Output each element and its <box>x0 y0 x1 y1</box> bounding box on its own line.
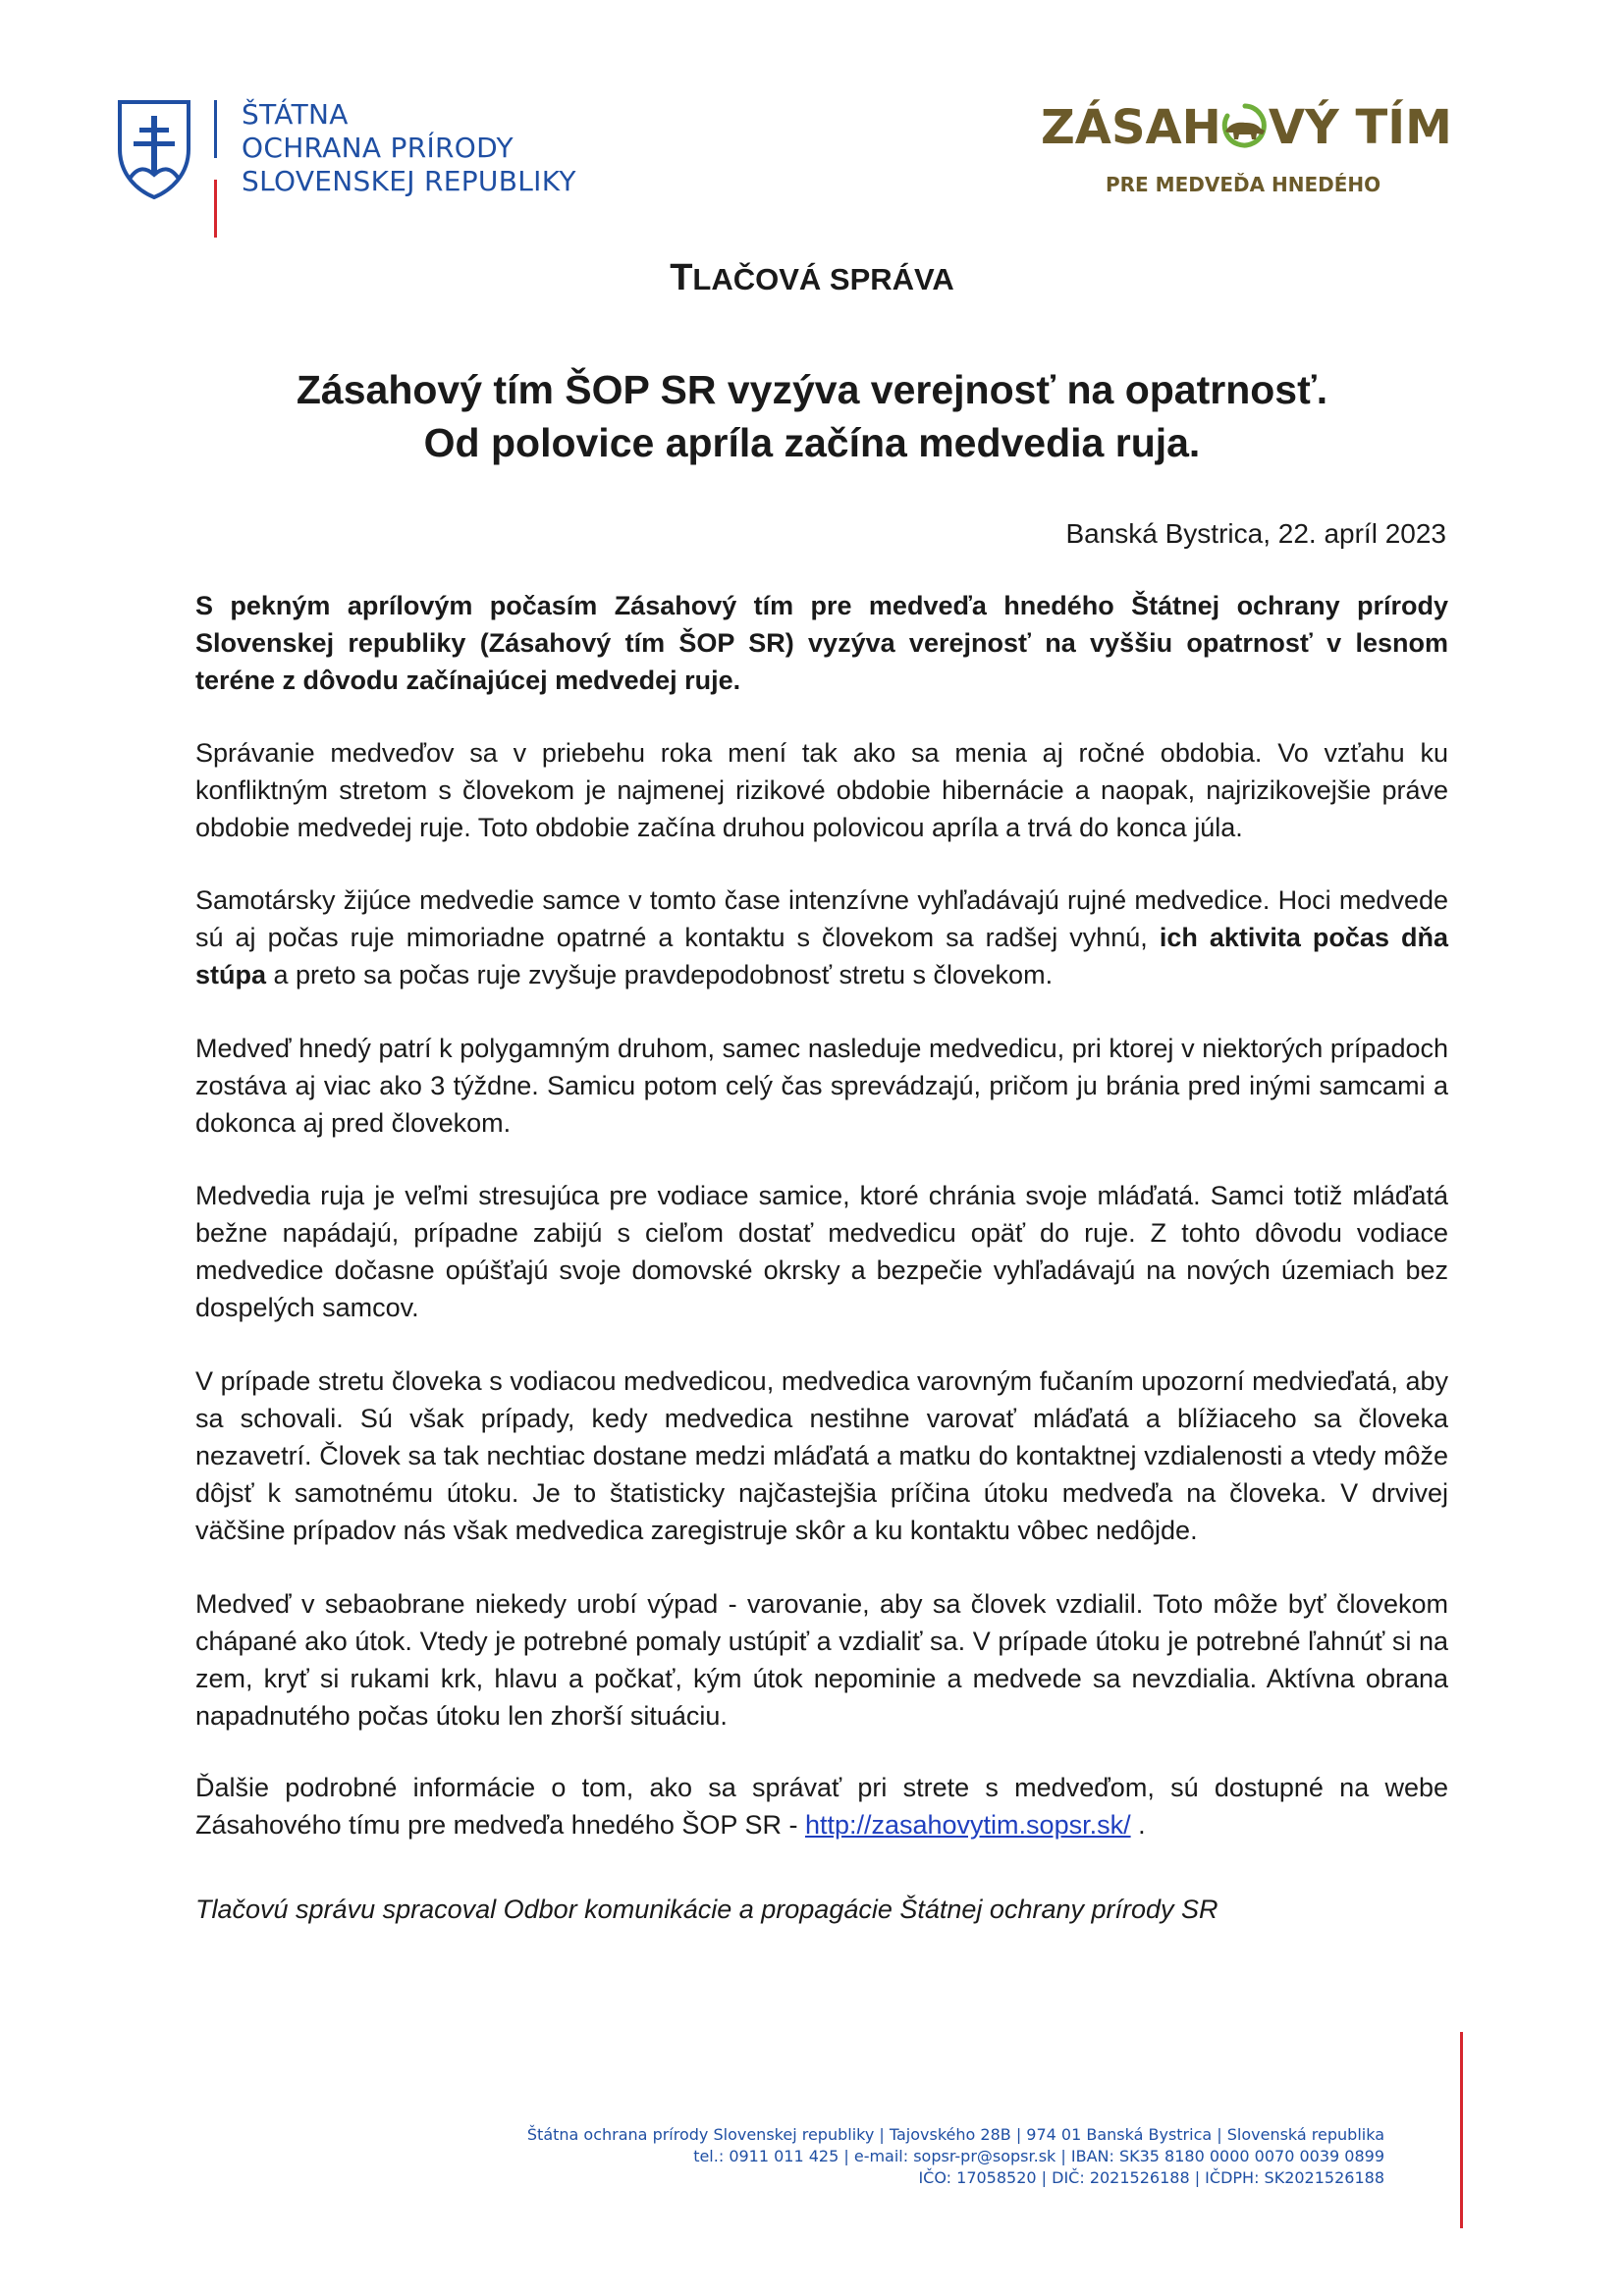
paragraph-2-end: a preto sa počas ruje zvyšuje pravdepodobnosť stretu s človekom. <box>266 960 1054 989</box>
headline-line-1: Zásahový tím ŠOP SR vyzýva verejnosť na opatrnosť. <box>296 367 1328 412</box>
org-name-line-1: ŠTÁTNA <box>242 98 349 131</box>
footer <box>527 2124 1384 2189</box>
org-name-line-2: OCHRANA PRÍRODY <box>242 132 514 164</box>
headline <box>0 363 1624 469</box>
lead-paragraph: S pekným aprílovým počasím Zásahový tím pre medveďa hnedého Štátnej ochrany prírody Slovenskej republiky (Zásahový tím ŠOP SR) vyzýva verejnosť na vyššiu opatrnosť v lesnom teréne z dôvodu začínajúcej medvedej ruje. <box>195 591 1448 695</box>
paragraph-2-start: Samotársky žijúce medvedie samce v tomto čase intenzívne vyhľadávajú rujné medvedice. Hoci medvede sú aj počas ruje mimoriadne opatrné a kontaktu s človekom sa radšej vyhnú, <box>195 885 1448 952</box>
document-type <box>0 257 1624 299</box>
paragraph-6: Medveď v sebaobrane niekedy urobí výpad - varovanie, aby sa človek vzdialil. Toto môže byť človekom chápané ako útok. Vtedy je potrebné pomaly ustúpiť a vzdialiť sa. V prípade útoku je potrebné ľahnúť si na zem, kryť si rukami krk, hlavu a počkať, kým útok nepominie a medvede sa nevzdialia. Aktívna obrana napadnutého počas útoku len zhorší situáciu. <box>195 1589 1448 1731</box>
team-name <box>1041 100 1452 155</box>
bear-circle-icon <box>1221 102 1269 149</box>
logo-divider <box>214 100 217 238</box>
zasahovy-tim-logo <box>1041 96 1452 204</box>
sopsr-logo <box>116 98 646 236</box>
footer-line-2: tel.: 0911 011 425 | e-mail: sopsr-pr@sopsr.sk | IBAN: SK35 8180 0000 0070 0039 0899 <box>693 2147 1384 2165</box>
paragraph-1: Správanie medveďov sa v priebehu roka mení tak ako sa menia aj ročné obdobia. Vo vzťahu ku konfliktným stretom s človekom je najmenej rizikové obdobie hibernácie a naopak, najrizikovejšie práve obdobie medvedej ruje. Toto obdobie začína druhou polovicou apríla a trvá do konca júla. <box>195 738 1448 842</box>
paragraph-5: V prípade stretu človeka s vodiacou medvedicou, medvedica varovným fučaním upozorní medvieďatá, aby sa schovali. Sú však prípady, kedy medvedica nestihne varovať mláďatá a blížiaceho sa človeka nezavetrí. Človek sa tak nechtiac dostane medzi mláďatá a matku do kontaktnej vzdialenosti a vtedy môže dôjsť k samotnému útoku. Je to štatisticky najčastejšia príčina útoku medveďa na človeka. V drvivej väčšine prípadov nás však medvedica zaregistruje skôr a ku kontaktu vôbec nedôjde. <box>195 1366 1448 1545</box>
footer-line-1: Štátna ochrana prírody Slovenskej republiky | Tajovského 28B | 974 01 Banská Bystrica | Slovenská republika <box>526 2125 1384 2144</box>
paragraph-2-bold: ich aktivita počas dňa stúpa <box>195 923 1448 989</box>
org-name <box>242 98 576 198</box>
closing-note: Tlačovú správu spracoval Odbor komunikácie a propagácie Štátnej ochrany prírody SR <box>195 1895 1218 1924</box>
paragraph-7-start: Ďalšie podrobné informácie o tom, ako sa správať pri strete s medveďom, sú dostupné na webe Zásahového tímu pre medveďa hnedého ŠOP SR - <box>195 1773 1448 1840</box>
org-name-line-3: SLOVENSKEJ REPUBLIKY <box>242 165 576 197</box>
team-subtitle: PRE MEDVEĎA HNEDÉHO <box>1106 173 1381 196</box>
paragraph-7-end: . <box>1130 1810 1146 1840</box>
paragraph-7 <box>195 1769 1448 1843</box>
team-name-right: VÝ TÍM <box>1268 100 1452 155</box>
headline-line-2: Od polovice apríla začína medvedia ruja. <box>423 420 1201 465</box>
document-type-initial: T <box>670 257 693 298</box>
slovak-coat-of-arms-icon <box>116 98 192 200</box>
team-name-left: ZÁSAH <box>1041 100 1221 155</box>
footer-accent-bar <box>1460 2032 1463 2228</box>
paragraph-4: Medvedia ruja je veľmi stresujúca pre vodiace samice, ktoré chránia svoje mláďatá. Samci totiž mláďatá bežne napádajú, prípadne zabijú s cieľom dostať medvedicu opäť do ruje. Z tohto dôvodu vodiace medvedice dočasne opúšťajú svoje domovské okrsky a bezpečie vyhľadávajú na nových územiach bez dospelých samcov. <box>195 1181 1448 1322</box>
paragraph-2 <box>195 881 1448 993</box>
dateline: Banská Bystrica, 22. apríl 2023 <box>1065 518 1446 549</box>
website-link[interactable]: http://zasahovytim.sopsr.sk/ <box>804 1810 1131 1840</box>
document-type-rest: LAČOVÁ SPRÁVA <box>692 262 954 296</box>
footer-line-3: IČO: 17058520 | DIČ: 2021526188 | IČDPH: SK2021526188 <box>918 2168 1384 2187</box>
paragraph-3: Medveď hnedý patrí k polygamným druhom, samec nasleduje medvedicu, pri ktorej v niektorých prípadoch zostáva aj viac ako 3 týždne. Samicu potom celý čas sprevádzajú, pričom ju bránia pred inými samcami a dokonca aj pred človekom. <box>195 1034 1448 1138</box>
